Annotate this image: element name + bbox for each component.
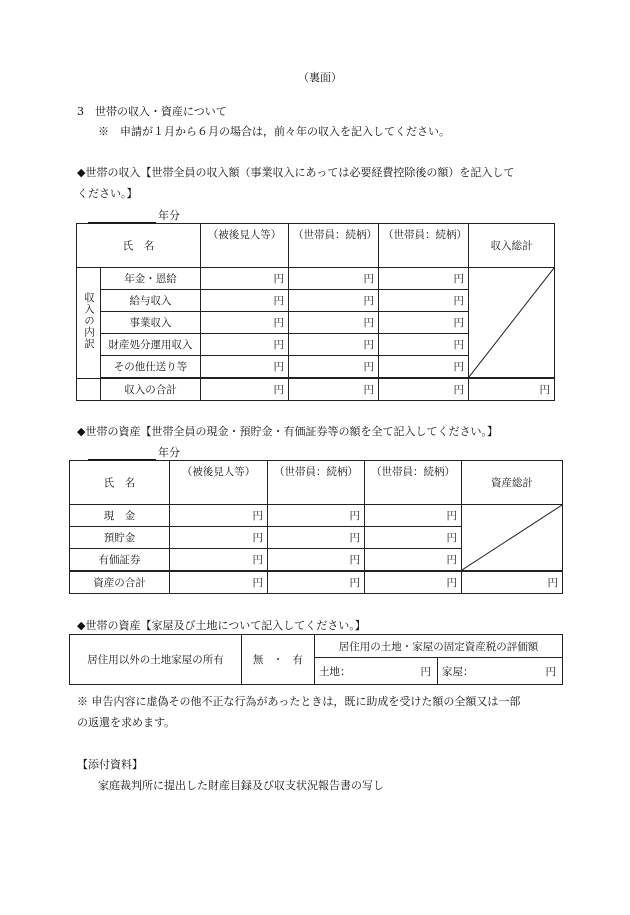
assets-cell[interactable]: 円 — [365, 505, 462, 527]
land-valuation-cell[interactable] — [315, 658, 438, 685]
assets-cell[interactable]: 円 — [170, 527, 268, 549]
assets-row-label: 預貯金 — [70, 527, 170, 549]
income-cell[interactable]: 円 — [201, 290, 289, 312]
income-grand-total-cell[interactable]: 円 — [469, 378, 555, 401]
assets-sum-cell[interactable]: 円 — [170, 571, 268, 594]
assets-cell[interactable]: 円 — [365, 549, 462, 572]
income-cell[interactable]: 円 — [289, 312, 379, 334]
assets-col-name: 氏 名 — [70, 461, 170, 505]
income-sum-cell[interactable]: 円 — [379, 378, 469, 401]
assets-heading: ◆世帯の資産【世帯全員の現金・預貯金・有価証券等の額を全て記入してください。】 — [77, 425, 498, 438]
house-valuation-cell[interactable] — [438, 658, 563, 685]
option-separator: ・ — [272, 654, 284, 666]
option-yes[interactable]: 有 — [292, 654, 304, 666]
valuation-header: 居住用の土地・家屋の固定資産税の評価額 — [315, 635, 563, 658]
assets-cell[interactable]: 円 — [170, 549, 268, 572]
attachments-heading: 【添付資料】 — [77, 758, 143, 771]
income-year-field[interactable] — [88, 207, 180, 223]
income-cell[interactable]: 円 — [289, 268, 379, 290]
assets-cell[interactable]: 円 — [365, 527, 462, 549]
income-cell[interactable]: 円 — [201, 334, 289, 356]
income-col-ward: （被後見人等） — [201, 224, 289, 268]
year-blank[interactable] — [88, 448, 156, 460]
income-cell[interactable]: 円 — [379, 290, 469, 312]
assets-year-field[interactable] — [88, 444, 180, 460]
income-cell[interactable]: 円 — [201, 312, 289, 334]
property-table — [69, 634, 563, 685]
assets-cell[interactable]: 円 — [268, 505, 365, 527]
assets-col-total: 資産総計 — [462, 461, 563, 505]
income-cell[interactable]: 円 — [379, 312, 469, 334]
house-yen: 円 — [545, 665, 556, 678]
section-heading: 3 世帯の収入・資産について — [77, 105, 227, 118]
property-heading: ◆世帯の資産【家屋及び土地について記入してください。】 — [77, 619, 366, 632]
property-ownership-options[interactable] — [242, 635, 315, 685]
income-breakdown-label: 収入の内訳 — [77, 268, 101, 379]
assets-cell[interactable]: 円 — [268, 527, 365, 549]
income-heading-line1: ◆世帯の収入【世帯全員の収入額（事業収入にあっては必要経費控除後の額）を記入して — [77, 166, 515, 179]
income-cell[interactable]: 円 — [379, 268, 469, 290]
assets-grand-total-cell[interactable]: 円 — [462, 571, 563, 594]
income-col-name: 氏 名 — [77, 224, 201, 268]
income-col-total: 収入総計 — [469, 224, 555, 268]
assets-col-member2: （世帯員：続柄） — [365, 461, 462, 505]
land-yen: 円 — [420, 665, 431, 678]
income-cell[interactable]: 円 — [289, 356, 379, 379]
house-label: 家屋： — [442, 665, 474, 678]
income-cell[interactable]: 円 — [201, 356, 289, 379]
income-cell[interactable]: 円 — [289, 290, 379, 312]
assets-table — [69, 460, 563, 594]
assets-sum-cell[interactable]: 円 — [268, 571, 365, 594]
income-cell[interactable]: 円 — [379, 334, 469, 356]
assets-col-member1: （世帯員：続柄） — [268, 461, 365, 505]
income-total-diagonal — [469, 268, 555, 379]
income-col-member2: （世帯員：続柄） — [379, 224, 469, 268]
land-label: 土地： — [319, 665, 351, 678]
income-sum-label: 収入の合計 — [101, 378, 201, 401]
warning-line2: の返還を求めます。 — [77, 716, 176, 729]
income-sum-cell[interactable]: 円 — [289, 378, 379, 401]
income-cell[interactable]: 円 — [201, 268, 289, 290]
income-table — [76, 223, 555, 401]
property-label: 居住用以外の土地家屋の所有 — [70, 635, 242, 685]
assets-total-diagonal — [462, 505, 563, 572]
attachments-item: 家庭裁判所に提出した財産目録及び収支状況報告書の写し — [98, 779, 384, 792]
assets-col-ward: （被後見人等） — [170, 461, 268, 505]
assets-row-label: 有価証券 — [70, 549, 170, 572]
section-note: ※ 申請が１月から６月の場合は，前々年の収入を記入してください。 — [98, 125, 450, 138]
income-row-label: 財産処分運用収入 — [101, 334, 201, 356]
assets-row-label: 現 金 — [70, 505, 170, 527]
income-col-member1: （世帯員：続柄） — [289, 224, 379, 268]
page-title: （裏面） — [298, 71, 342, 84]
year-suffix: 年分 — [158, 209, 180, 222]
assets-cell[interactable]: 円 — [170, 505, 268, 527]
income-row-label: 年金・恩給 — [101, 268, 201, 290]
income-sum-cell[interactable]: 円 — [201, 378, 289, 401]
income-cell[interactable]: 円 — [379, 356, 469, 379]
option-none[interactable]: 無 — [252, 654, 264, 666]
assets-cell[interactable]: 円 — [268, 549, 365, 572]
year-suffix: 年分 — [158, 446, 180, 459]
assets-sum-cell[interactable]: 円 — [365, 571, 462, 594]
assets-sum-label: 資産の合計 — [70, 571, 170, 594]
income-cell[interactable]: 円 — [289, 334, 379, 356]
income-row-label: 給与収入 — [101, 290, 201, 312]
warning-line1: ※ 申告内容に虚偽その他不正な行為があったときは，既に助成を受けた額の全額又は一部 — [77, 695, 521, 708]
year-blank[interactable] — [88, 211, 156, 223]
income-row-label: 事業収入 — [101, 312, 201, 334]
income-heading-line2: ください。】 — [77, 187, 138, 200]
income-row-label: その他仕送り等 — [101, 356, 201, 379]
